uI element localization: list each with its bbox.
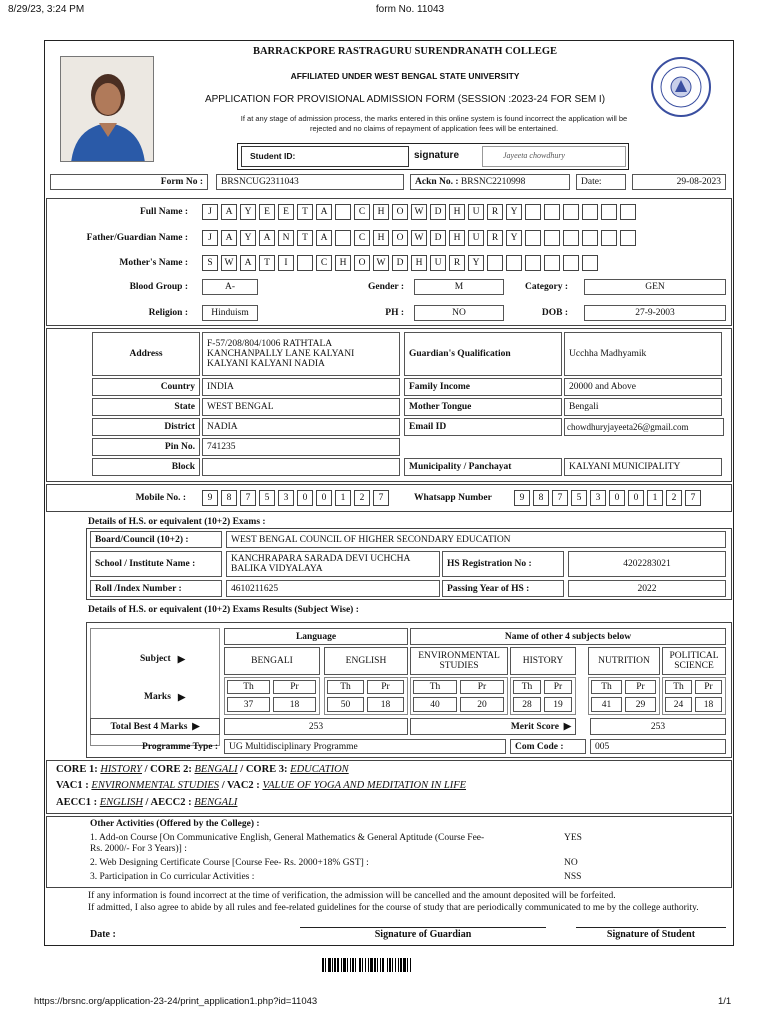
guardian-qualification-value: Ucchha Madhyamik xyxy=(564,332,722,376)
mother-name-label: Mother's Name : xyxy=(119,258,188,268)
ackn-label: Ackn No. : BRSNC2210998 xyxy=(410,174,570,190)
municipality-value: KALYANI MUNICIPALITY xyxy=(564,458,722,476)
com-code-label: Com Code : xyxy=(510,739,586,754)
contact-mobile-char: 0 xyxy=(297,490,313,506)
results-heading: Details of H.S. or equivalent (10+2) Exams Results (Subject Wise) : xyxy=(88,605,359,615)
contact-whatsapp-char: 2 xyxy=(666,490,682,506)
district-label: District xyxy=(92,418,200,436)
activity-1: 1. Add-on Course [On Communicative English, General Mathematics & General Aptitude (Course Fee- Rs. 2000/- For 3 Years)] : xyxy=(90,833,485,854)
personal-guardian-char: U xyxy=(468,230,484,246)
contact-whatsapp-char: 3 xyxy=(590,490,606,506)
personal-full-name-char xyxy=(335,204,351,220)
personal-full-name-char: J xyxy=(202,204,218,220)
personal-full-name-char: E xyxy=(278,204,294,220)
personal-guardian-char: C xyxy=(354,230,370,246)
personal-guardian-char xyxy=(335,230,351,246)
subject-name: HISTORY xyxy=(510,647,576,675)
activity-3-value: NSS xyxy=(564,872,582,882)
personal-mother-char: W xyxy=(373,255,389,271)
personal-guardian-char: W xyxy=(411,230,427,246)
hs-registration-label: HS Registration No : xyxy=(442,551,564,577)
pin-label: Pin No. xyxy=(92,438,200,456)
block-label: Block xyxy=(92,458,200,476)
contact-mobile-char: 8 xyxy=(221,490,237,506)
subject-name: ENVIRONMENTAL STUDIES xyxy=(410,647,508,675)
full-name-label: Full Name : xyxy=(139,207,188,217)
personal-mother-char: O xyxy=(354,255,370,271)
practical-marks: 29 xyxy=(625,697,656,712)
activities-heading: Other Activities (Offered by the College) : xyxy=(90,819,260,829)
personal-guardian-char: A xyxy=(221,230,237,246)
best4-value: 253 xyxy=(224,718,408,735)
contact-whatsapp-char: 0 xyxy=(628,490,644,506)
personal-guardian-char: Y xyxy=(240,230,256,246)
personal-full-name-char xyxy=(525,204,541,220)
language-header: Language xyxy=(224,628,408,645)
contact-mobile-char: 7 xyxy=(240,490,256,506)
personal-full-name-char: A xyxy=(221,204,237,220)
aecc-courses: AECC1 : ENGLISH / AECC2 : BENGALI xyxy=(56,797,238,808)
practical-header: Pr xyxy=(460,680,504,694)
dob-label: DOB : xyxy=(541,308,568,318)
personal-full-name-char: W xyxy=(411,204,427,220)
personal-guardian-char xyxy=(544,230,560,246)
date-value: 29-08-2023 xyxy=(632,174,726,190)
district-value: NADIA xyxy=(202,418,400,436)
subject-name: ENGLISH xyxy=(324,647,408,675)
college-name: BARRACKPORE RASTRAGURU SURENDRANATH COLLEGE xyxy=(252,46,558,57)
personal-guardian-char: Y xyxy=(506,230,522,246)
affiliation: AFFILIATED UNDER WEST BENGAL STATE UNIVERSITY xyxy=(290,71,520,81)
personal-mother-char: A xyxy=(240,255,256,271)
personal-mother-char: W xyxy=(221,255,237,271)
activity-3: 3. Participation in Co curricular Activities : xyxy=(90,872,255,882)
personal-guardian-char: A xyxy=(316,230,332,246)
category-label: Category : xyxy=(525,282,568,292)
merit-label: Merit Score ▶ xyxy=(410,718,576,735)
practical-header: Pr xyxy=(544,680,572,694)
warning-text: If at any stage of admission process, the marks entered in this online system is found incorrect the application will be rejected and no claims of repayment of application fees will be entertained. xyxy=(240,114,628,133)
personal-guardian-char xyxy=(525,230,541,246)
blood-group-label: Blood Group : xyxy=(129,282,188,292)
other-subjects-header: Name of other 4 subjects below xyxy=(410,628,726,645)
religion-label: Religion : xyxy=(148,308,188,318)
personal-guardian-char: T xyxy=(297,230,313,246)
school-label: School / Institute Name : xyxy=(90,551,222,577)
contact-mobile-char: 2 xyxy=(354,490,370,506)
print-datetime: 8/29/23, 3:24 PM xyxy=(8,4,85,15)
category-value: GEN xyxy=(584,279,726,295)
hs-registration-value: 4202283021 xyxy=(568,551,726,577)
personal-guardian-char: H xyxy=(449,230,465,246)
gender-label: Gender : xyxy=(368,282,404,292)
blood-group-value: A- xyxy=(202,279,258,295)
personal-full-name-char: Y xyxy=(506,204,522,220)
declaration-text-2: If admitted, I also agree to abide by all rules and fee-related guidelines for the course of study that are periodically communicated to me by the college authority. xyxy=(88,903,699,913)
personal-mother-char xyxy=(544,255,560,271)
personal-mother-char: Y xyxy=(468,255,484,271)
theory-marks: 50 xyxy=(327,697,364,712)
personal-full-name-char: O xyxy=(392,204,408,220)
student-id-label: Student ID: xyxy=(250,151,296,161)
theory-marks: 28 xyxy=(513,697,541,712)
contact-mobile-char: 7 xyxy=(373,490,389,506)
roll-value: 4610211625 xyxy=(226,580,440,597)
programme-type-value: UG Multidisciplinary Programme xyxy=(224,739,506,754)
personal-guardian-char: N xyxy=(278,230,294,246)
contact-mobile-char: 3 xyxy=(278,490,294,506)
email-value: chowdhuryjayeeta26@gmail.com xyxy=(564,418,724,436)
personal-full-name-char: H xyxy=(449,204,465,220)
personal-mother-char: H xyxy=(411,255,427,271)
personal-guardian-char xyxy=(601,230,617,246)
marks-label: Marks ▶ xyxy=(144,692,186,703)
contact-whatsapp-char: 1 xyxy=(647,490,663,506)
contact-whatsapp-char: 9 xyxy=(514,490,530,506)
email-label: Email ID xyxy=(404,418,562,436)
address-label: Address xyxy=(92,332,200,376)
personal-full-name-char: A xyxy=(316,204,332,220)
personal-full-name-char: R xyxy=(487,204,503,220)
personal-full-name-char xyxy=(544,204,560,220)
theory-header: Th xyxy=(513,680,541,694)
guardian-signature-label: Signature of Guardian xyxy=(374,929,472,940)
personal-full-name-char xyxy=(563,204,579,220)
personal-guardian-char: A xyxy=(259,230,275,246)
personal-mother-char: U xyxy=(430,255,446,271)
personal-guardian-char xyxy=(620,230,636,246)
family-income-label: Family Income xyxy=(404,378,562,396)
programme-type-label: Programme Type : xyxy=(142,741,218,752)
state-label: State xyxy=(92,398,200,416)
personal-mother-char: S xyxy=(202,255,218,271)
family-income-value: 20000 and Above xyxy=(564,378,722,396)
mother-tongue-value: Bengali xyxy=(564,398,722,416)
contact-whatsapp-char: 5 xyxy=(571,490,587,506)
mother-tongue-label: Mother Tongue xyxy=(404,398,562,416)
student-photo xyxy=(60,56,154,162)
contact-mobile-char: 9 xyxy=(202,490,218,506)
subject-name: POLITICAL SCIENCE xyxy=(662,647,726,675)
dob-value: 27-9-2003 xyxy=(584,305,726,321)
full-name-boxes xyxy=(202,204,636,220)
print-title: form No. 11043 xyxy=(375,4,445,15)
subject-name: NUTRITION xyxy=(588,647,660,675)
contact-whatsapp-char: 8 xyxy=(533,490,549,506)
contact-whatsapp-char: 0 xyxy=(609,490,625,506)
subject-name: BENGALI xyxy=(224,647,320,675)
guardian-qualification-label: Guardian's Qualification xyxy=(404,332,562,376)
barcode xyxy=(322,958,452,972)
personal-mother-char: H xyxy=(335,255,351,271)
personal-mother-char: T xyxy=(259,255,275,271)
country-value: INDIA xyxy=(202,378,400,396)
personal-mother-char xyxy=(525,255,541,271)
practical-marks: 20 xyxy=(460,697,504,712)
roll-label: Roll /Index Number : xyxy=(90,580,222,597)
personal-guardian-char: R xyxy=(487,230,503,246)
address-value: F-57/208/804/1006 RATHTALA KANCHANPALLY LANE KALYANI KALYANI KALYANI NADIA xyxy=(202,332,400,376)
guardian-name-boxes xyxy=(202,230,636,246)
country-label: Country xyxy=(92,378,200,396)
practical-marks: 18 xyxy=(273,697,316,712)
personal-full-name-char xyxy=(620,204,636,220)
passing-year-value: 2022 xyxy=(568,580,726,597)
print-page-count: 1/1 xyxy=(718,996,732,1007)
theory-marks: 37 xyxy=(227,697,270,712)
vac-courses: VAC1 : ENVIRONMENTAL STUDIES / VAC2 : VALUE OF YOGA AND MEDITATION IN LIFE xyxy=(56,780,467,791)
personal-mother-char xyxy=(297,255,313,271)
hs-heading: Details of H.S. or equivalent (10+2) Exams : xyxy=(88,517,266,527)
personal-mother-char: R xyxy=(449,255,465,271)
contact-whatsapp-char: 7 xyxy=(552,490,568,506)
student-signature-label: Signature of Student xyxy=(606,929,696,940)
personal-mother-char xyxy=(582,255,598,271)
contact-mobile-char: 5 xyxy=(259,490,275,506)
declaration-text-1: If any information is found incorrect at the time of verification, the admission will be cancelled and the amount deposited will be forfeited. xyxy=(88,891,616,901)
personal-full-name-char: Y xyxy=(240,204,256,220)
personal-full-name-char: D xyxy=(430,204,446,220)
contact-mobile-char: 0 xyxy=(316,490,332,506)
personal-full-name-char: U xyxy=(468,204,484,220)
personal-guardian-char xyxy=(582,230,598,246)
school-value: KANCHRAPARA SARADA DEVI UCHCHA BALIKA VIDYALAYA xyxy=(226,551,440,577)
personal-guardian-char: J xyxy=(202,230,218,246)
personal-mother-char xyxy=(487,255,503,271)
personal-mother-char: C xyxy=(316,255,332,271)
pin-value: 741235 xyxy=(202,438,400,456)
personal-mother-char: I xyxy=(278,255,294,271)
ph-value: NO xyxy=(414,305,504,321)
gender-value: M xyxy=(414,279,504,295)
passing-year-label: Passing Year of HS : xyxy=(442,580,564,597)
block-value xyxy=(202,458,400,476)
contact-mobile-char: 1 xyxy=(335,490,351,506)
form-title: APPLICATION FOR PROVISIONAL ADMISSION FORM (SESSION :2023-24 FOR SEM I) xyxy=(204,94,606,105)
theory-header: Th xyxy=(413,680,457,694)
personal-full-name-char xyxy=(601,204,617,220)
personal-full-name-char: C xyxy=(354,204,370,220)
practical-marks: 18 xyxy=(367,697,404,712)
religion-value: Hinduism xyxy=(202,305,258,321)
com-code-value: 005 xyxy=(590,739,726,754)
practical-marks: 18 xyxy=(695,697,722,712)
signature-label: signature xyxy=(414,150,460,161)
theory-header: Th xyxy=(227,680,270,694)
form-no-value: BRSNCUG2311043 xyxy=(216,174,404,190)
practical-header: Pr xyxy=(625,680,656,694)
activity-1-value: YES xyxy=(564,833,582,843)
mother-name-boxes xyxy=(202,255,598,271)
personal-guardian-char: O xyxy=(392,230,408,246)
theory-marks: 24 xyxy=(665,697,692,712)
activity-2-value: NO xyxy=(564,858,578,868)
mobile-boxes xyxy=(202,490,389,506)
theory-marks: 41 xyxy=(591,697,622,712)
college-seal xyxy=(650,52,712,122)
board-label: Board/Council (10+2) : xyxy=(90,531,222,548)
personal-mother-char: D xyxy=(392,255,408,271)
personal-guardian-char: H xyxy=(373,230,389,246)
theory-header: Th xyxy=(591,680,622,694)
merit-value: 253 xyxy=(590,718,726,735)
activity-2: 2. Web Designing Certificate Course [Course Fee- Rs. 2000+18% GST] : xyxy=(90,858,369,868)
personal-full-name-char: T xyxy=(297,204,313,220)
state-value: WEST BENGAL xyxy=(202,398,400,416)
declaration-date-label: Date : xyxy=(90,929,116,940)
best4-label: Total Best 4 Marks ▶ xyxy=(90,718,220,735)
guardian-name-label: Father/Guardian Name : xyxy=(86,233,188,243)
practical-marks: 19 xyxy=(544,697,572,712)
municipality-label: Municipality / Panchayat xyxy=(404,458,562,476)
ph-label: PH : xyxy=(385,308,404,318)
contact-whatsapp-char: 7 xyxy=(685,490,701,506)
personal-mother-char xyxy=(563,255,579,271)
core-courses: CORE 1: HISTORY / CORE 2: BENGALI / CORE 3: EDUCATION xyxy=(56,764,349,775)
signature-image: Jayeeta chowdhury xyxy=(482,146,626,167)
personal-full-name-char: H xyxy=(373,204,389,220)
mobile-label: Mobile No. : xyxy=(135,493,186,503)
theory-header: Th xyxy=(327,680,364,694)
personal-guardian-char: D xyxy=(430,230,446,246)
practical-header: Pr xyxy=(367,680,404,694)
practical-header: Pr xyxy=(273,680,316,694)
personal-full-name-char: E xyxy=(259,204,275,220)
personal-full-name-char xyxy=(582,204,598,220)
personal-mother-char xyxy=(506,255,522,271)
date-label: Date: xyxy=(576,174,626,190)
form-no-label: Form No : xyxy=(50,174,208,190)
theory-marks: 40 xyxy=(413,697,457,712)
print-url: https://brsnc.org/application-23-24/print_application1.php?id=11043 xyxy=(34,996,318,1007)
whatsapp-label: Whatsapp Number xyxy=(414,493,492,503)
whatsapp-boxes xyxy=(514,490,701,506)
board-value: WEST BENGAL COUNCIL OF HIGHER SECONDARY EDUCATION xyxy=(226,531,726,548)
theory-header: Th xyxy=(665,680,692,694)
personal-guardian-char xyxy=(563,230,579,246)
subject-label: Subject ▶ xyxy=(140,654,186,665)
practical-header: Pr xyxy=(695,680,722,694)
